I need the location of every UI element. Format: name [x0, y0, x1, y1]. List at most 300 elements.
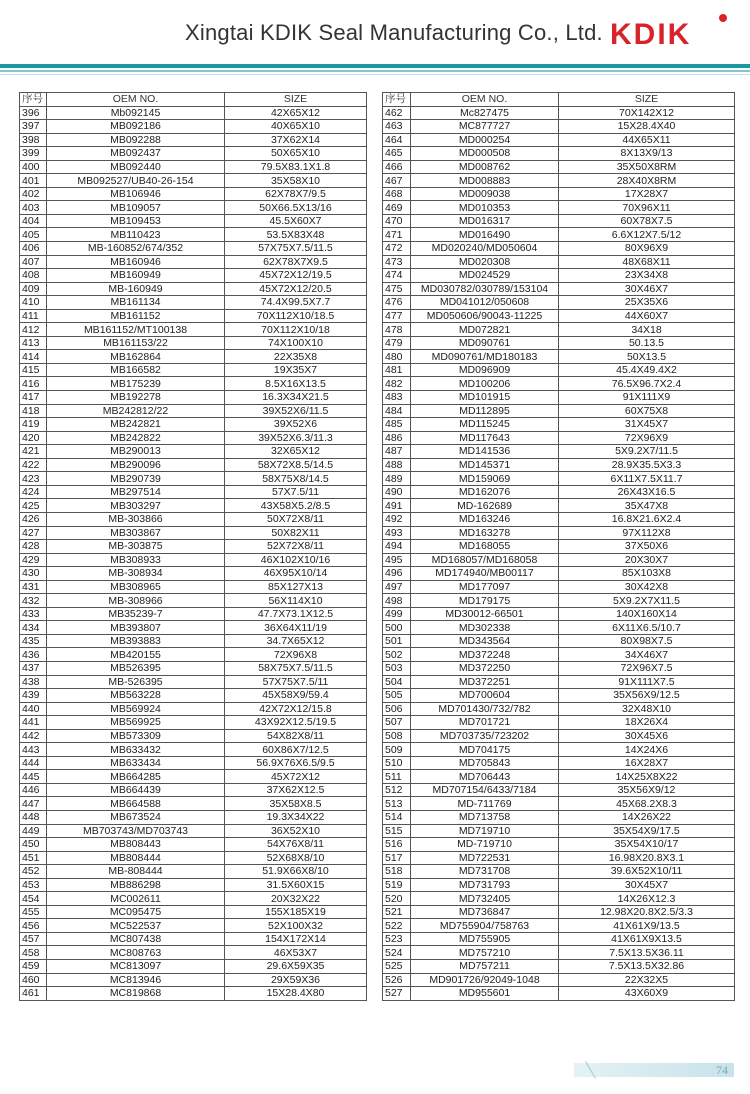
row-number: 434 [20, 621, 47, 635]
row-number: 415 [20, 363, 47, 377]
row-number: 496 [383, 567, 411, 581]
table-row [383, 363, 735, 377]
oem-number: MD101915 [411, 391, 559, 405]
seal-size: 23X34X8 [559, 269, 735, 283]
row-number: 406 [20, 242, 47, 256]
row-number: 444 [20, 756, 47, 770]
seal-size: 37X62X14 [225, 133, 367, 147]
table-row [383, 729, 735, 743]
row-number: 487 [383, 445, 411, 459]
table-row [20, 824, 367, 838]
table-row [383, 648, 735, 662]
oem-number: MB393807 [47, 621, 225, 635]
row-number: 506 [383, 702, 411, 716]
seal-size: 30X42X8 [559, 580, 735, 594]
table-row [383, 878, 735, 892]
row-number: 505 [383, 689, 411, 703]
oem-number: MB563228 [47, 689, 225, 703]
row-number: 451 [20, 851, 47, 865]
row-number: 401 [20, 174, 47, 188]
seal-size: 80X98X7.5 [559, 634, 735, 648]
seal-size: 35X54X10/17 [559, 838, 735, 852]
row-number: 397 [20, 120, 47, 134]
seal-size: 46X102X10/16 [225, 553, 367, 567]
table-row [20, 729, 367, 743]
seal-size: 15X28.4X80 [225, 987, 367, 1001]
table-row [383, 512, 735, 526]
table-row [383, 309, 735, 323]
seal-size: 97X112X8 [559, 526, 735, 540]
row-number: 493 [383, 526, 411, 540]
row-number: 489 [383, 472, 411, 486]
table-row [383, 255, 735, 269]
table-row [20, 458, 367, 472]
seal-size: 39X52X6/11.5 [225, 404, 367, 418]
seal-size: 35X56X9/12 [559, 783, 735, 797]
oem-number: MD008883 [411, 174, 559, 188]
oem-number: MB110423 [47, 228, 225, 242]
oem-number: MC002611 [47, 892, 225, 906]
oem-number: MD901726/92049-1048 [411, 973, 559, 987]
table-row [383, 905, 735, 919]
seal-size: 6X11X6.5/10.7 [559, 621, 735, 635]
seal-size: 80X96X9 [559, 242, 735, 256]
seal-size: 52X100X32 [225, 919, 367, 933]
seal-size: 14X26X22 [559, 810, 735, 824]
table-row [383, 214, 735, 228]
row-number: 458 [20, 946, 47, 960]
row-number: 512 [383, 783, 411, 797]
row-number: 498 [383, 594, 411, 608]
table-row [20, 228, 367, 242]
oem-number: MD008762 [411, 160, 559, 174]
oem-number: MD700604 [411, 689, 559, 703]
oem-number: MD000254 [411, 133, 559, 147]
table-row [20, 282, 367, 296]
seal-size: 60X86X7/12.5 [225, 743, 367, 757]
row-number: 404 [20, 214, 47, 228]
row-number: 515 [383, 824, 411, 838]
seal-size: 35X58X8.5 [225, 797, 367, 811]
seal-size: 39X52X6.3/11.3 [225, 431, 367, 445]
oem-number: MB-308934 [47, 567, 225, 581]
oem-number: MD100206 [411, 377, 559, 391]
seal-size: 155X185X19 [225, 905, 367, 919]
seal-size: 45X72X12 [225, 770, 367, 784]
row-number: 440 [20, 702, 47, 716]
table-row [20, 201, 367, 215]
oem-number: MD731793 [411, 878, 559, 892]
row-number: 423 [20, 472, 47, 486]
oem-number: MB-526395 [47, 675, 225, 689]
seal-size: 50.13.5 [559, 336, 735, 350]
seal-size: 39.6X52X10/11 [559, 865, 735, 879]
oem-number: MD707154/6433/7184 [411, 783, 559, 797]
table-row [383, 106, 735, 120]
table-row [383, 865, 735, 879]
seal-size: 48X68X11 [559, 255, 735, 269]
table-row [383, 824, 735, 838]
row-number: 495 [383, 553, 411, 567]
table-row [383, 689, 735, 703]
row-number: 481 [383, 363, 411, 377]
oem-number: MD010353 [411, 201, 559, 215]
oem-number: MD731708 [411, 865, 559, 879]
table-row [383, 391, 735, 405]
table-row [383, 526, 735, 540]
oem-number: MB35239-7 [47, 607, 225, 621]
table-row [20, 540, 367, 554]
table-row [20, 214, 367, 228]
table-row [20, 661, 367, 675]
row-number: 500 [383, 621, 411, 635]
oem-number: MD024529 [411, 269, 559, 283]
table-row [20, 553, 367, 567]
seal-size: 54X82X8/11 [225, 729, 367, 743]
row-number: 477 [383, 309, 411, 323]
row-number: 450 [20, 838, 47, 852]
oem-number: MB664439 [47, 783, 225, 797]
seal-size: 35X56X9/12.5 [559, 689, 735, 703]
table-row [20, 309, 367, 323]
seal-size: 56.9X76X6.5/9.5 [225, 756, 367, 770]
row-number: 459 [20, 960, 47, 974]
row-number: 507 [383, 716, 411, 730]
row-number: 400 [20, 160, 47, 174]
oem-number: MD030782/030789/153104 [411, 282, 559, 296]
table-row [20, 960, 367, 974]
row-number: 516 [383, 838, 411, 852]
row-number: 478 [383, 323, 411, 337]
oem-number: MB092437 [47, 147, 225, 161]
row-number: 471 [383, 228, 411, 242]
table-row [20, 391, 367, 405]
row-number: 437 [20, 661, 47, 675]
oem-number: MB393883 [47, 634, 225, 648]
row-number: 453 [20, 878, 47, 892]
row-number: 419 [20, 418, 47, 432]
seal-size: 36X64X11/19 [225, 621, 367, 635]
table-row [20, 634, 367, 648]
seal-size: 50X82X11 [225, 526, 367, 540]
table-row [383, 336, 735, 350]
table-row [20, 106, 367, 120]
table-row [383, 377, 735, 391]
row-number: 463 [383, 120, 411, 134]
seal-size: 40X65X10 [225, 120, 367, 134]
row-number: 504 [383, 675, 411, 689]
oem-number: MD719710 [411, 824, 559, 838]
table-row [383, 594, 735, 608]
seal-size: 25X35X6 [559, 296, 735, 310]
table-row [383, 431, 735, 445]
seal-size: 76.5X96.7X2.4 [559, 377, 735, 391]
seal-size: 6.6X12X7.5/12 [559, 228, 735, 242]
oem-number: MB420155 [47, 648, 225, 662]
header-no: 序号 [383, 93, 411, 107]
seal-size: 36X52X10 [225, 824, 367, 838]
oem-number: MB166582 [47, 363, 225, 377]
seal-size: 22X35X8 [225, 350, 367, 364]
logo-accent-dot [719, 14, 727, 22]
row-number: 473 [383, 255, 411, 269]
seal-size: 45X72X12/20.5 [225, 282, 367, 296]
seal-size: 17X28X7 [559, 187, 735, 201]
table-row [383, 783, 735, 797]
table-row [20, 648, 367, 662]
seal-size: 57X75X7.5/11.5 [225, 242, 367, 256]
oem-number: MC808763 [47, 946, 225, 960]
seal-size: 42X65X12 [225, 106, 367, 120]
seal-size: 60X78X7.5 [559, 214, 735, 228]
row-number: 452 [20, 865, 47, 879]
seal-size: 32X48X10 [559, 702, 735, 716]
table-row [20, 526, 367, 540]
row-number: 468 [383, 187, 411, 201]
table-row [383, 472, 735, 486]
seal-size: 34.7X65X12 [225, 634, 367, 648]
table-row [20, 878, 367, 892]
oem-number: MD050606/90043-11225 [411, 309, 559, 323]
row-number: 476 [383, 296, 411, 310]
row-number: 480 [383, 350, 411, 364]
seal-size: 45X58X9/59.4 [225, 689, 367, 703]
row-number: 499 [383, 607, 411, 621]
table-row [20, 689, 367, 703]
table-row [383, 607, 735, 621]
oem-number: MB-808444 [47, 865, 225, 879]
oem-number: MB192278 [47, 391, 225, 405]
table-row [20, 607, 367, 621]
row-number: 491 [383, 499, 411, 513]
row-number: 428 [20, 540, 47, 554]
row-number: 446 [20, 783, 47, 797]
row-number: 460 [20, 973, 47, 987]
oem-number: MD115245 [411, 418, 559, 432]
oem-number: MD020308 [411, 255, 559, 269]
oem-number: MC819868 [47, 987, 225, 1001]
row-number: 514 [383, 810, 411, 824]
table-row [20, 797, 367, 811]
oem-number: MB-303875 [47, 540, 225, 554]
oem-number: MD706443 [411, 770, 559, 784]
oem-number: MB290739 [47, 472, 225, 486]
table-row [20, 350, 367, 364]
oem-number: MD177097 [411, 580, 559, 594]
row-number: 488 [383, 458, 411, 472]
table-row [20, 472, 367, 486]
seal-size: 7.5X13.5X36.11 [559, 946, 735, 960]
oem-number: MD163278 [411, 526, 559, 540]
row-number: 396 [20, 106, 47, 120]
table-row [20, 973, 367, 987]
seal-size: 16.8X21.6X2.4 [559, 512, 735, 526]
seal-size: 16X28X7 [559, 756, 735, 770]
seal-size: 37X50X6 [559, 540, 735, 554]
oem-number: MD703735/723202 [411, 729, 559, 743]
oem-number: MD757211 [411, 960, 559, 974]
table-row [20, 187, 367, 201]
oem-number: MD732405 [411, 892, 559, 906]
seal-size: 53.5X83X48 [225, 228, 367, 242]
seal-size: 60X75X8 [559, 404, 735, 418]
seal-size: 35X50X8RM [559, 160, 735, 174]
row-number: 457 [20, 932, 47, 946]
oem-number: MB-160949 [47, 282, 225, 296]
table-row [20, 946, 367, 960]
seal-size: 34X46X7 [559, 648, 735, 662]
oem-number: MD096909 [411, 363, 559, 377]
table-row [20, 499, 367, 513]
oem-number: MD-711769 [411, 797, 559, 811]
row-number: 425 [20, 499, 47, 513]
table-row [20, 675, 367, 689]
seal-size: 72X96X9 [559, 431, 735, 445]
row-number: 411 [20, 309, 47, 323]
oem-number: MD955601 [411, 987, 559, 1001]
table-row [20, 892, 367, 906]
oem-number: MD302338 [411, 621, 559, 635]
row-number: 431 [20, 580, 47, 594]
table-row [20, 255, 367, 269]
table-row [20, 851, 367, 865]
row-number: 462 [383, 106, 411, 120]
oem-number: MB-308966 [47, 594, 225, 608]
row-number: 447 [20, 797, 47, 811]
oem-number: MB109057 [47, 201, 225, 215]
oem-number: MB092527/UB40-26-154 [47, 174, 225, 188]
table-row [383, 160, 735, 174]
oem-number: MB092186 [47, 120, 225, 134]
seal-size: 43X60X9 [559, 987, 735, 1001]
seal-size: 58X75X7.5/11.5 [225, 661, 367, 675]
oem-number: MC522537 [47, 919, 225, 933]
row-number: 484 [383, 404, 411, 418]
row-number: 422 [20, 458, 47, 472]
table-row [20, 512, 367, 526]
table-row [20, 905, 367, 919]
seal-size: 85X103X8 [559, 567, 735, 581]
row-number: 508 [383, 729, 411, 743]
table-row [20, 865, 367, 879]
oem-number: MD179175 [411, 594, 559, 608]
row-number: 518 [383, 865, 411, 879]
row-number: 449 [20, 824, 47, 838]
seal-size: 29X59X36 [225, 973, 367, 987]
seal-size: 39X52X6 [225, 418, 367, 432]
oem-number: MD-719710 [411, 838, 559, 852]
oem-number: MD755905 [411, 932, 559, 946]
header-size: SIZE [225, 93, 367, 107]
row-number: 469 [383, 201, 411, 215]
oem-number: MD372251 [411, 675, 559, 689]
oem-number: MB633432 [47, 743, 225, 757]
seal-size: 72X96X7.5 [559, 661, 735, 675]
seal-size: 50X13.5 [559, 350, 735, 364]
row-number: 433 [20, 607, 47, 621]
oem-number: MB161153/22 [47, 336, 225, 350]
oem-number: MB526395 [47, 661, 225, 675]
oem-number: MB303297 [47, 499, 225, 513]
table-row [383, 418, 735, 432]
row-number: 472 [383, 242, 411, 256]
row-number: 464 [383, 133, 411, 147]
row-number: 454 [20, 892, 47, 906]
table-row [20, 174, 367, 188]
seal-size: 41X61X9X13.5 [559, 932, 735, 946]
table-row [383, 960, 735, 974]
table-row [20, 404, 367, 418]
seal-size: 22X32X5 [559, 973, 735, 987]
row-number: 435 [20, 634, 47, 648]
oem-number: MD016317 [411, 214, 559, 228]
row-number: 421 [20, 445, 47, 459]
table-row [383, 323, 735, 337]
table-row [383, 716, 735, 730]
seal-size: 50X72X8/11 [225, 512, 367, 526]
oem-number: MD072821 [411, 323, 559, 337]
row-number: 427 [20, 526, 47, 540]
row-number: 424 [20, 485, 47, 499]
table-row [383, 634, 735, 648]
table-row [383, 932, 735, 946]
row-number: 517 [383, 851, 411, 865]
seal-size: 19X35X7 [225, 363, 367, 377]
row-number: 513 [383, 797, 411, 811]
seal-size: 14X24X6 [559, 743, 735, 757]
row-number: 418 [20, 404, 47, 418]
row-number: 520 [383, 892, 411, 906]
row-number: 485 [383, 418, 411, 432]
oem-number: MB161152 [47, 309, 225, 323]
table-row [383, 187, 735, 201]
seal-size: 30X45X6 [559, 729, 735, 743]
seal-size: 34X18 [559, 323, 735, 337]
oem-number: MB573309 [47, 729, 225, 743]
row-number: 432 [20, 594, 47, 608]
row-number: 442 [20, 729, 47, 743]
table-row [383, 851, 735, 865]
table-row [20, 431, 367, 445]
row-number: 465 [383, 147, 411, 161]
table-row [20, 783, 367, 797]
row-number: 413 [20, 336, 47, 350]
row-number: 408 [20, 269, 47, 283]
table-row [383, 553, 735, 567]
header-oem: OEM NO. [47, 93, 225, 107]
row-number: 461 [20, 987, 47, 1001]
seal-size: 154X172X14 [225, 932, 367, 946]
seal-size: 12.98X20.8X2.5/3.3 [559, 905, 735, 919]
seal-size: 35X47X8 [559, 499, 735, 513]
table-row [383, 174, 735, 188]
table-row [20, 296, 367, 310]
seal-size: 91X111X9 [559, 391, 735, 405]
oem-number: MD701721 [411, 716, 559, 730]
header-band-light [0, 74, 750, 75]
company-title: Xingtai KDIK Seal Manufacturing Co., Ltd. [185, 20, 603, 45]
oem-number: MD168057/MD168058 [411, 553, 559, 567]
table-row [383, 269, 735, 283]
oem-number: MD736847 [411, 905, 559, 919]
seal-size: 70X142X12 [559, 106, 735, 120]
row-number: 455 [20, 905, 47, 919]
row-number: 502 [383, 648, 411, 662]
seal-size: 43X58X5.2/8.5 [225, 499, 367, 513]
seal-size: 57X75X7.5/11 [225, 675, 367, 689]
oem-number: MC807438 [47, 932, 225, 946]
row-number: 412 [20, 323, 47, 337]
